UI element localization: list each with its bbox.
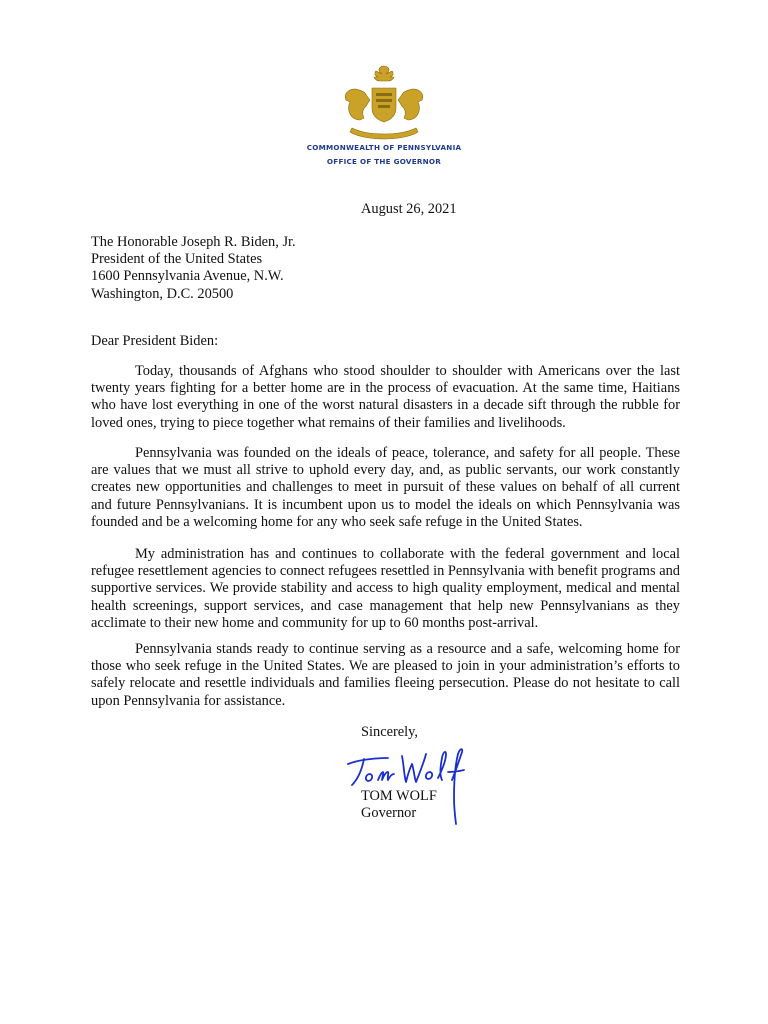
body-paragraph-2: Pennsylvania was founded on the ideals of peace, tolerance, and safety for all people. These are values that we must all strive to uphold every day, and, as public servants, our work constantly creates new opportunities and challenges to meet in pursuit of these values on behalf of all current and future Pennsylvanians. It is incumbent upon us to model the ideals on which Pennsylvania was founded and be a welcoming home for any who seek safe refuge in the United States. <box>91 445 680 530</box>
signer-name: TOM WOLF <box>361 788 437 804</box>
salutation: Dear President Biden: <box>91 333 219 349</box>
signer-block <box>361 788 437 823</box>
letterhead-office: OFFICE OF THE GOVERNOR <box>326 157 442 166</box>
letterhead-commonwealth: COMMONWEALTH OF PENNSYLVANIA <box>306 143 462 152</box>
recipient-name: The Honorable Joseph R. Biden, Jr. <box>91 234 296 250</box>
recipient-street: 1600 Pennsylvania Avenue, N.W. <box>91 268 284 285</box>
closing: Sincerely, <box>361 724 419 740</box>
body-paragraph-4: Pennsylvania stands ready to continue serving as a resource and a safe, welcoming home for those who seek refuge in the United States. We are pleased to join in your administration’s efforts to safely relocate and resettle individuals and families fleeing persecution. Please do not hesitate to call upon Pennsylvania for assistance. <box>91 641 680 709</box>
letter-date: August 26, 2021 <box>361 201 457 217</box>
recipient-city: Washington, D.C. 20500 <box>91 285 234 302</box>
recipient-address <box>91 234 296 303</box>
signer-title: Governor <box>361 805 417 822</box>
body-paragraph-3: My administration has and continues to collaborate with the federal government and local refugee resettlement agencies to connect refugees resettled in Pennsylvania with benefit programs and supportive services. We provide stability and access to high quality employment, medical and mental health screenings, support services, and case management that help new Pennsylvanians as they acclimate to their new home and community for up to 60 months post-arrival. <box>91 546 680 631</box>
recipient-title: President of the United States <box>91 251 263 268</box>
pennsylvania-coat-of-arms-icon <box>336 64 432 140</box>
body-paragraph-1: Today, thousands of Afghans who stood shoulder to shoulder with Americans over the last twenty years fighting for a better home are in the process of evacuation. At the same time, Haitians who have lost everything in one of the worst natural disasters in a decade sift through the rubble for loved ones, trying to piece together what remains of their families and livelihoods. <box>91 363 680 431</box>
